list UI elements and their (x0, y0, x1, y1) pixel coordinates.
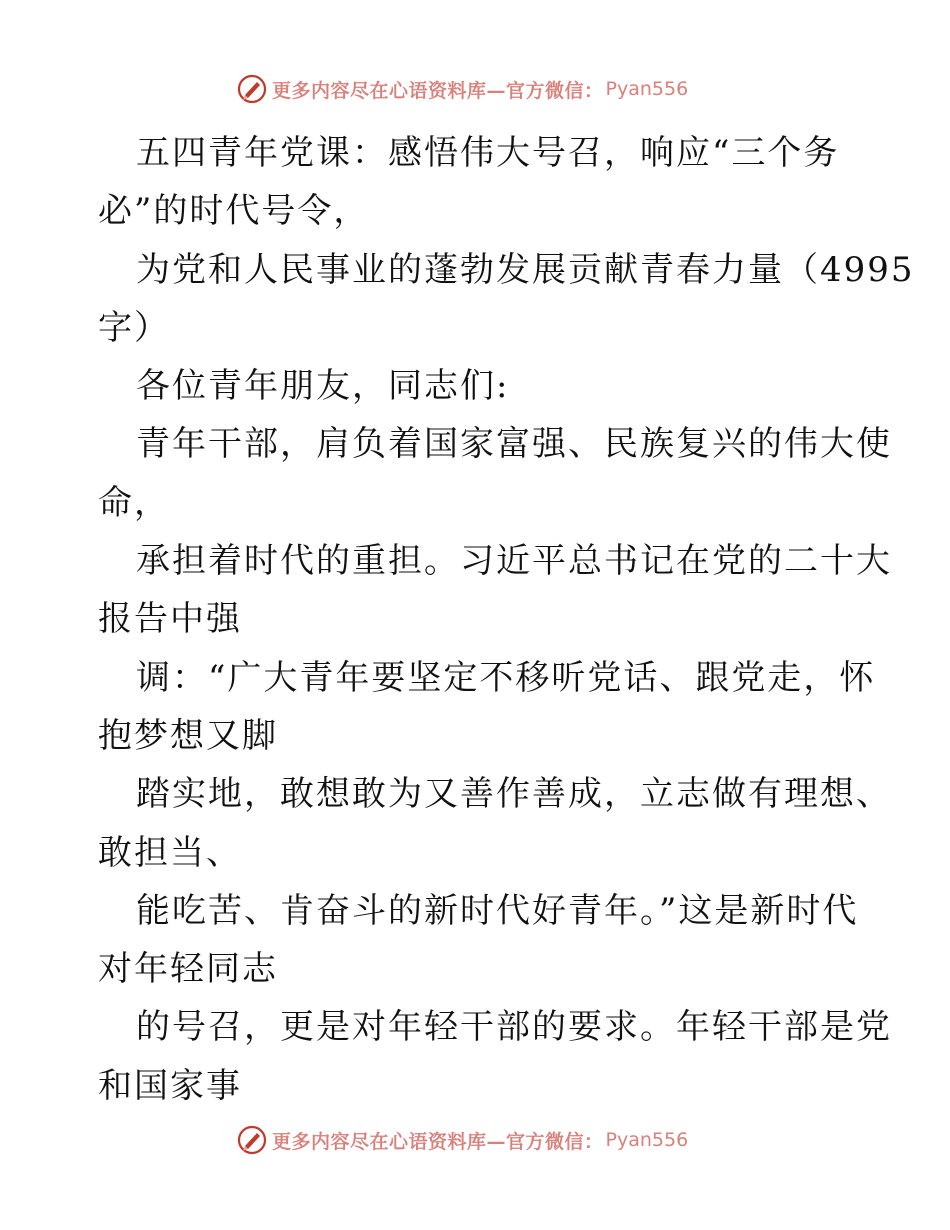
watermark-text: 更多内容尽在心语资料库—官方微信： (272, 1130, 604, 1153)
footer-watermark (236, 1123, 688, 1157)
watermark-wechat-id: Pyan556 (605, 1129, 689, 1151)
document-body (98, 124, 915, 1115)
text-line: 和国家事 (98, 1065, 242, 1106)
text-line: 对年轻同志 (98, 949, 278, 990)
text-line: 敢担当、 (98, 832, 242, 873)
text-line: 抱梦想又脚 (98, 715, 278, 756)
text-line: 踏实地，敢想敢为又善作善成，立志做有理想、 (136, 774, 892, 815)
text-line: 调：“广大青年要坚定不移听党话、跟党走，怀 (136, 657, 876, 698)
watermark-text: 更多内容尽在心语资料库—官方微信： (272, 79, 604, 102)
text-line: 承担着时代的重担。习近平总书记在党的二十大 (136, 541, 892, 582)
text-line: 五四青年党课：感悟伟大号召，响应“三个务 (136, 133, 840, 173)
text-line: 必”的时代号令， (98, 191, 370, 232)
watermark-wechat-id: Pyan556 (605, 78, 689, 100)
text-line: 各位青年朋友，同志们: (136, 366, 510, 407)
text-line: 为党和人民事业的蓬勃发展贡献青春力量（4995 (136, 249, 915, 290)
text-line: 命， (98, 482, 170, 523)
pen-logo-icon (236, 1124, 268, 1156)
text-line: 能吃苦、肯奋斗的新时代好青年。”这是新时代 (136, 890, 859, 931)
header-watermark (236, 72, 688, 106)
text-line: 字） (98, 307, 170, 348)
text-line: 报告中强 (98, 599, 242, 640)
pen-logo-icon (236, 73, 268, 105)
text-line: 青年干部，肩负着国家富强、民族复兴的伟大使 (136, 424, 892, 465)
text-line: 的号召，更是对年轻干部的要求。年轻干部是党 (136, 1007, 892, 1048)
